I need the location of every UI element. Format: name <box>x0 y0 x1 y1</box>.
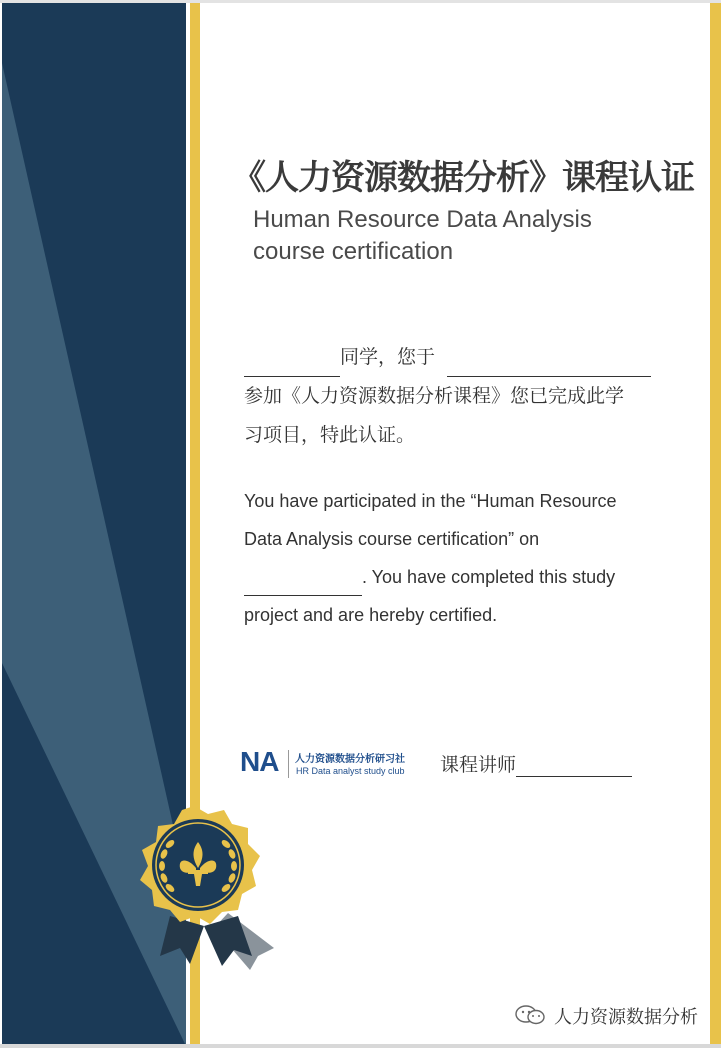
name-blank[interactable] <box>244 354 340 377</box>
body-en-line3 <box>244 558 664 596</box>
body-cn-line3: 习项目，特此认证。 <box>244 424 416 446</box>
body-cn-seg1: 同学，您于 <box>340 346 436 368</box>
logo-name-cn: 人力资源数据分析研习社 <box>295 754 405 765</box>
instructor-label: 课程讲师 <box>440 754 517 776</box>
body-en <box>244 482 664 634</box>
title-en-line2: course certification <box>253 238 454 265</box>
body-en-line2: Data Analysis course certification” on <box>244 529 540 549</box>
logo-name-en: HR Data analyst study club <box>296 766 405 776</box>
date-blank-en[interactable] <box>244 573 362 596</box>
wechat-watermark <box>514 1002 714 1028</box>
date-blank-cn[interactable] <box>447 354 651 377</box>
gold-strip-right <box>710 3 721 1046</box>
body-cn-line1 <box>244 338 684 377</box>
body-cn-line2: 参加《人力资源数据分析课程》您已完成此学 <box>244 385 625 407</box>
watermark-text: 人力资源数据分析 <box>554 1007 698 1028</box>
title-en-line1: Human Resource Data Analysis <box>253 206 592 233</box>
body-en-line4: project and are hereby certified. <box>244 605 498 625</box>
body-cn <box>244 338 684 455</box>
title-cn: 《人力资源数据分析》课程认证 <box>232 158 694 198</box>
body-en-line3-suffix: . You have completed this study <box>362 567 616 587</box>
logo-divider <box>288 750 289 778</box>
club-logo <box>240 746 430 782</box>
bottom-border <box>0 1044 721 1048</box>
instructor-signature <box>440 750 632 777</box>
logo-mark: NA <box>240 746 279 777</box>
title-en <box>253 204 673 268</box>
fleur-de-lis-laurel-seal-icon <box>118 798 278 978</box>
body-en-line1: You have participated in the “Human Resource <box>244 491 617 511</box>
instructor-blank[interactable] <box>516 754 632 777</box>
wechat-icon <box>514 1004 548 1026</box>
